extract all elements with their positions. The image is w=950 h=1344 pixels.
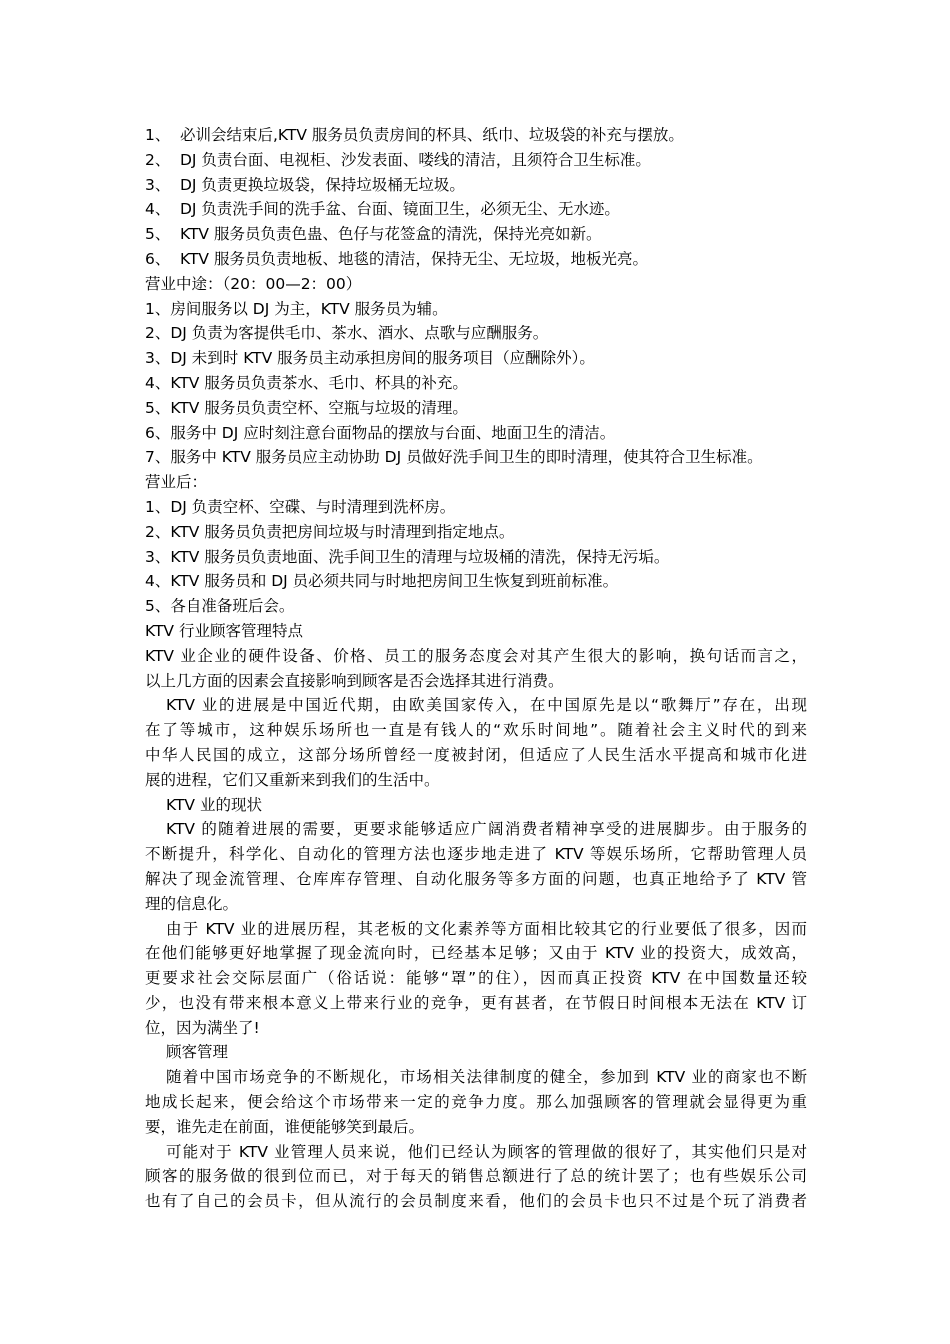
status-paragraph [145,817,807,916]
during-list [145,297,807,471]
subheading-status: KTV 业的现状 [166,795,262,814]
intro-paragraph [145,644,807,694]
paragraph-line: 也有了自己的会员卡，但从流行的会员制度来看，他们的会员卡也只不过是个玩了消费者 [145,1192,807,1211]
competition-paragraph [145,1065,807,1139]
paragraph-line: 地成长起来，便会给这个市场带来一定的竞争力度。那么加强顾客的管理就会显得更为重 [145,1093,807,1112]
during-heading: 营业中途：（20：00—2：00） [145,274,362,293]
list-item: 4、 DJ 负责洗手间的洗手盆、台面、镜面卫生，必须无尘、无水迹。 [145,200,620,219]
subheading-customer: 顾客管理 [166,1043,229,1062]
paragraph-line: 顾客的服务做的很到位而已，对于每天的销售总额进行了总的统计罢了；也有些娱乐公司 [145,1167,807,1186]
list-item: 5、 KTV 服务员负责色蛊、色仔与花签盒的清洗，保持光亮如新。 [145,225,602,244]
list-item: 1、DJ 负责空杯、空碟、与时清理到洗杯房。 [145,497,456,516]
paragraph-line: KTV 业企业的硬件设备、价格、员工的服务态度会对其产生很大的影响，换句话而言之， [145,646,807,665]
paragraph-line: 可能对于 KTV 业管理人员来说，他们已经认为顾客的管理做的很好了，其实他们只是对 [166,1142,807,1161]
paragraph-line: 中华人民国的成立，这部分场所曾经一度被封闭，但适应了人民生活水平提高和城市化进 [145,745,807,764]
paragraph-line: 少，也没有带来根本意义上带来行业的竞争，更有甚者，在节假日时间根本无法在 KTV 订 [145,993,807,1012]
paragraph-line: KTV 业的进展是中国近代期，由欧美国家传入，在中国原先是以“歌舞厅”存在，出现 [166,696,807,715]
history-paragraph [145,693,807,792]
document-page [145,123,807,1214]
paragraph-line: 理的信息化。 [145,894,239,913]
list-item: 3、 DJ 负责更换垃圾袋，保持垃圾桶无垃圾。 [145,175,465,194]
after-heading: 营业后： [145,473,208,492]
section-title: KTV 行业顾客管理特点 [145,621,303,640]
members-paragraph [145,1140,807,1214]
paragraph-line: 以上几方面的因素会直接影响到顾客是否会选择其进行消费。 [145,671,564,690]
list-item: 2、DJ 负责为客提供毛巾、茶水、酒水、点歌与应酬服务。 [145,324,549,343]
list-item: 1、房间服务以 DJ 为主，KTV 服务员为辅。 [145,299,448,318]
paragraph-line: 要，谁先走在前面，谁便能够笑到最后。 [145,1117,425,1136]
list-item: 4、KTV 服务员负责茶水、毛巾、杯具的补充。 [145,373,468,392]
boss-paragraph [145,917,807,1041]
paragraph-line: 随着中国市场竞争的不断规化，市场相关法律制度的健全，参加到 KTV 业的商家也不断 [166,1068,807,1087]
list-item: 5、各自准备班后会。 [145,597,295,616]
paragraph-line: 展的进程，它们又重新来到我们的生活中。 [145,770,440,789]
paragraph-line: 在他们能够更好地掌握了现金流向时，已经基本足够；又由于 KTV 业的投资大，成效高， [145,944,807,963]
list-item: 4、KTV 服务员和 DJ 员必须共同与时地把房间卫生恢复到班前标准。 [145,572,619,591]
paragraph-line: 由于 KTV 业的进展历程，其老板的文化素养等方面相比较其它的行业要低了很多，因而 [166,919,807,938]
list-item: 2、 DJ 负责台面、电视柜、沙发表面、喽线的清洁，且须符合卫生标准。 [145,150,651,169]
paragraph-line: 解决了现金流管理、仓库库存管理、自动化服务等多方面的问题，也真正地给予了 KTV 管 [145,869,807,888]
list-item: 6、服务中 DJ 应时刻注意台面物品的摆放与台面、地面卫生的清洁。 [145,423,616,442]
pre-opening-list [145,123,807,272]
paragraph-line: KTV 的随着进展的需要，更要求能够适应广阔消费者精神享受的进展脚步。由于服务的 [166,820,807,839]
list-item: 7、服务中 KTV 服务员应主动协助 DJ 员做好洗手间卫生的即时清理，使其符合卫生标准。 [145,448,763,467]
list-item: 3、DJ 未到时 KTV 服务员主动承担房间的服务项目（应酬除外）。 [145,349,595,368]
list-item: 3、KTV 服务员负责地面、洗手间卫生的清理与垃圾桶的清洗，保持无污垢。 [145,547,670,566]
paragraph-line: 位，因为满坐了! [145,1018,260,1037]
after-list [145,495,807,619]
paragraph-line: 更要求社会交际层面广（俗话说：能够“罩”的住），因而真正投资 KTV 在中国数量还较 [145,969,807,988]
list-item: 6、 KTV 服务员负责地板、地毯的清洁，保持无尘、无垃圾，地板光亮。 [145,249,648,268]
list-item: 1、 必训会结束后,KTV 服务员负责房间的杯具、纸巾、垃圾袋的补充与摆放。 [145,126,684,144]
list-item: 5、KTV 服务员负责空杯、空瓶与垃圾的清理。 [145,398,468,417]
list-item: 2、KTV 服务员负责把房间垃圾与时清理到指定地点。 [145,522,515,541]
paragraph-line: 在了等城市，这种娱乐场所也一直是有钱人的“欢乐时间地”。随着社会主义时代的到来 [145,721,807,740]
paragraph-line: 不断提升，科学化、自动化的管理方法也逐步地走进了 KTV 等娱乐场所，它帮助管理人员 [145,845,807,864]
